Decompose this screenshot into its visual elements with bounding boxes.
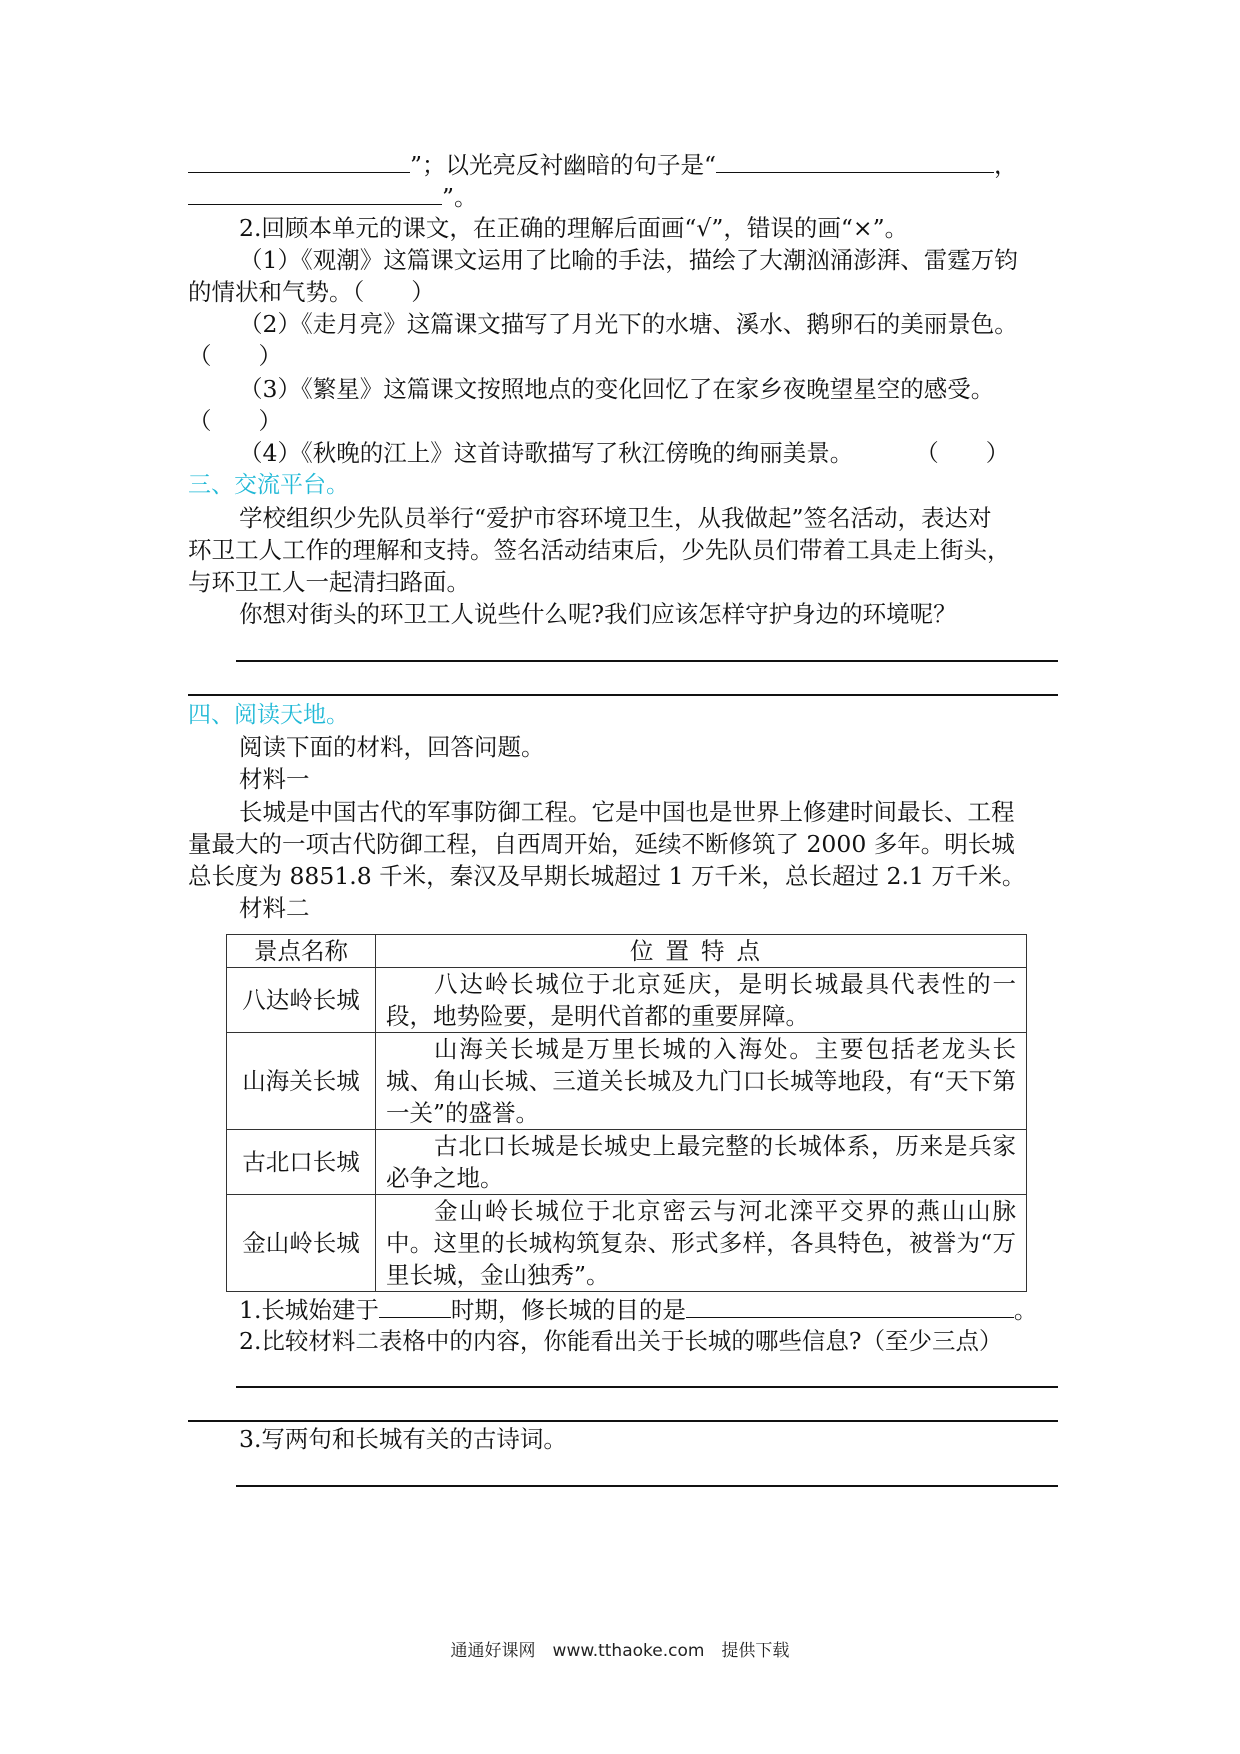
table-row [227,1195,1027,1292]
page-footer: 通通好课网 www.tthaoke.com 提供下载 [450,1641,790,1661]
answer-blank[interactable] [686,1293,1014,1318]
judge-item-4: （4）《秋晚的江上》这首诗歌描写了秋江傍晚的绚丽美景。 （ ） [239,439,1010,467]
answer-blank[interactable] [379,1293,451,1318]
section-3-question: 你想对街头的环卫工人说些什么呢?我们应该怎样守护身边的环境呢？ [239,600,957,628]
table-cell-name: 山海关长城 [227,1033,376,1130]
table-header-row [227,935,1027,968]
answer-line[interactable] [188,1420,1058,1422]
material-1-text: 量最大的一项古代防御工程，自西周开始，延续不断修筑了 2000 多年。明长城 [188,830,1015,858]
answer-blank[interactable] [188,180,442,205]
reading-question-2: 2.比较材料二表格中的内容，你能看出关于长城的哪些信息?（至少三点） [239,1327,1003,1355]
section-4-instruction: 阅读下面的材料，回答问题。 [239,733,545,761]
scenic-spots-table [226,934,1027,1292]
section-4-heading: 四、阅读天地。 [188,702,349,728]
table-cell-name: 八达岭长城 [227,968,376,1033]
answer-line[interactable] [188,694,1058,696]
judge-item-3: （3）《繁星》这篇课文按照地点的变化回忆了在家乡夜晚望星空的感受。 [239,375,995,403]
answer-line[interactable] [236,1485,1058,1487]
material-1-label: 材料一 [239,765,310,793]
answer-line[interactable] [236,1386,1058,1388]
judge-item-3-cont[interactable]: （ ） [188,407,282,435]
section-3-heading: 三、交流平台。 [188,472,349,498]
judge-item-1: （1）《观潮》这篇课文运用了比喻的手法，描绘了大潮汹涌澎湃、雷霆万钧 [239,246,1018,274]
question-2-title: 2.回顾本单元的课文，在正确的理解后面画“√”，错误的画“×”。 [239,214,909,242]
fill-line-1: ”；以光亮反衬幽暗的句子是“ ， [188,148,1058,181]
judge-item-2-cont[interactable]: （ ） [188,342,282,370]
table-cell-desc: 八达岭长城位于北京延庆，是明长城最具代表性的一段，地势险要，是明代首都的重要屏障。 [376,968,1027,1033]
section-3-paragraph: 学校组织少先队员举行“爱护市容环境卫生，从我做起”签名活动，表达对 [239,504,992,532]
answer-line[interactable] [236,660,1058,662]
table-header-cell: 位置特点 [376,935,1027,968]
section-3-paragraph: 与环卫工人一起清扫路面。 [188,568,470,596]
table-cell-desc: 金山岭长城位于北京密云与河北滦平交界的燕山山脉中。这里的长城构筑复杂、形式多样，各具特色，被誉为“万里长城，金山独秀”。 [376,1195,1027,1292]
material-2-label: 材料二 [239,894,310,922]
table-cell-desc: 古北口长城是长城史上最完整的长城体系，历来是兵家必争之地。 [376,1130,1027,1195]
judge-item-2: （2）《走月亮》这篇课文描写了月光下的水塘、溪水、鹅卵石的美丽景色。 [239,310,1018,338]
judge-item-1-cont[interactable]: 的情状和气势。（ ） [188,278,435,306]
reading-question-3: 3.写两句和长城有关的古诗词。 [239,1425,567,1453]
reading-question-1: 1.长城始建于 时期，修长城的目的是 。 [239,1293,1059,1326]
table-row [227,1130,1027,1195]
table-header-cell: 景点名称 [227,935,376,968]
table-cell-name: 古北口长城 [227,1130,376,1195]
material-1-text: 总长度为 8851.8 千米，秦汉及早期长城超过 1 万千米，总长超过 2.1 万千米。 [188,862,1026,890]
table-row [227,1033,1027,1130]
section-3-paragraph: 环卫工人工作的理解和支持。签名活动结束后，少先队员们带着工具走上街头， [188,536,1011,564]
answer-blank[interactable] [188,148,410,173]
table-row [227,968,1027,1033]
material-1-text: 长城是中国古代的军事防御工程。它是中国也是世界上修建时间最长、工程 [239,798,1015,826]
fill-line-2: ”。 [188,180,1058,213]
judge-bracket[interactable]: （ ） [915,439,1010,467]
table-cell-name: 金山岭长城 [227,1195,376,1292]
answer-blank[interactable] [716,148,994,173]
table-cell-desc: 山海关长城是万里长城的入海处。主要包括老龙头长城、角山长城、三道关长城及九门口长城等地段，有“天下第一关”的盛誉。 [376,1033,1027,1130]
